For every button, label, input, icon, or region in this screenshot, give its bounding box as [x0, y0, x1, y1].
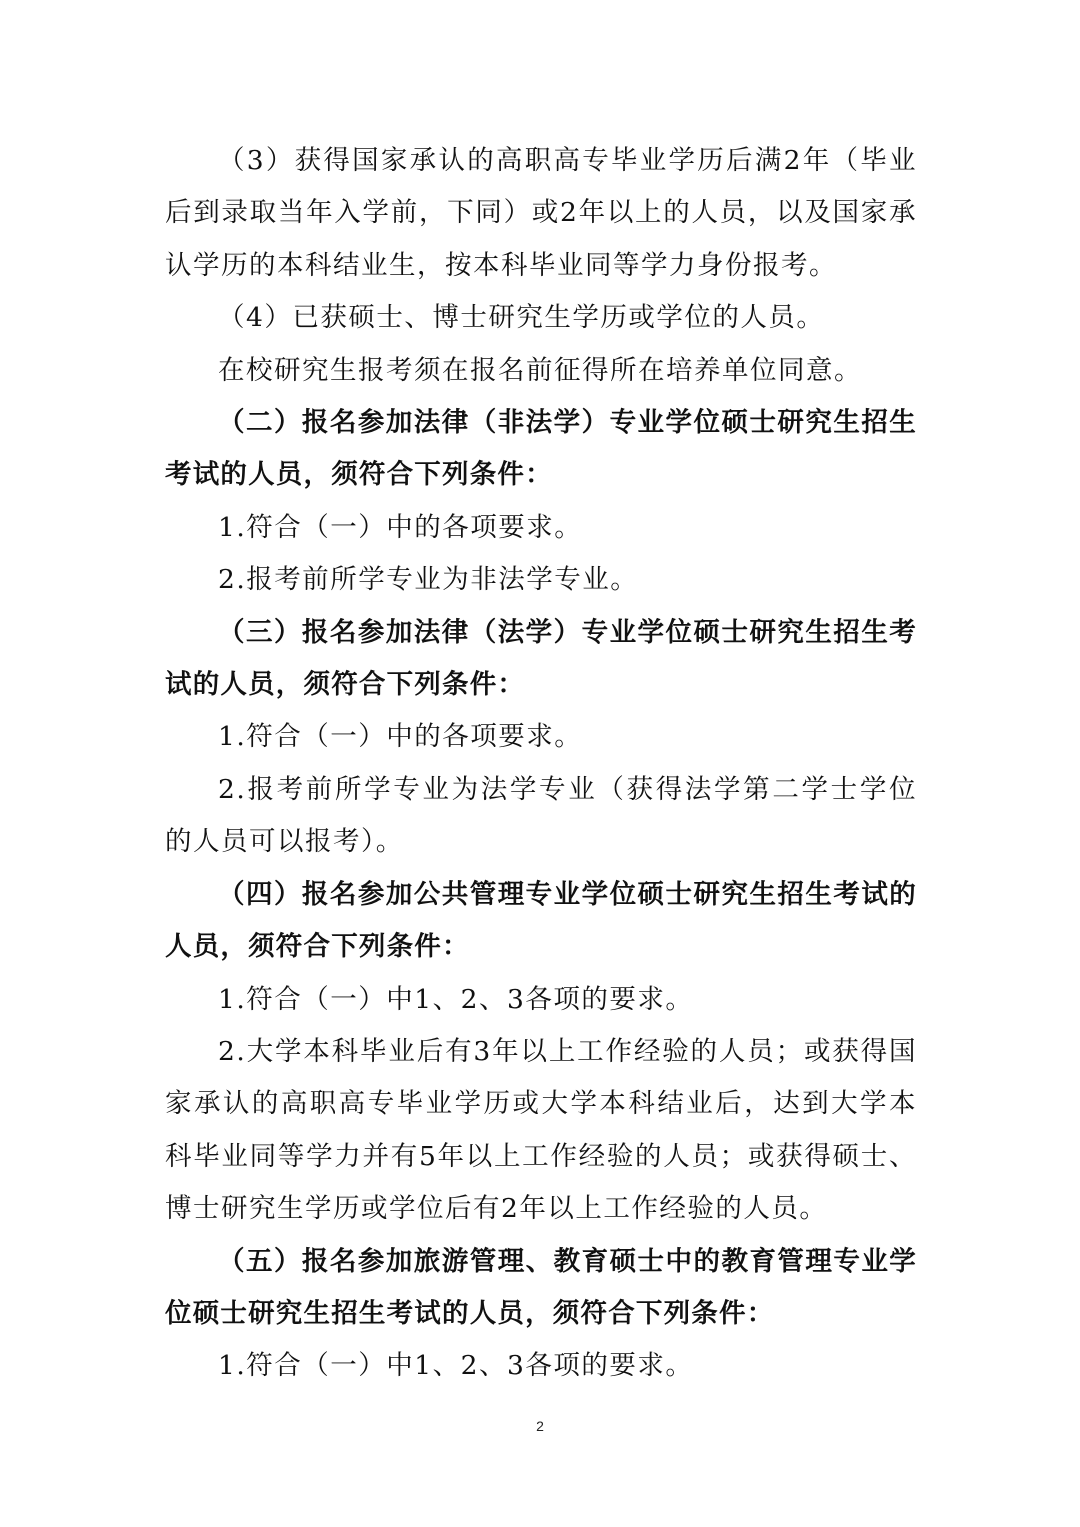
- section-heading-law-law: （三）报名参加法律（法学）专业学位硕士研究生招生考试的人员，须符合下列条件：: [165, 616, 917, 701]
- paragraph-tourism-education-req-1: 1.符合（一）中1、2、3各项的要求。: [218, 1350, 694, 1382]
- paragraph-item-4-degree-holders: （4）已获硕士、博士研究生学历或学位的人员。: [218, 302, 825, 334]
- paragraph-law-non-law-req-1: 1.符合（一）中的各项要求。: [218, 511, 583, 543]
- paragraph-law-law-req-1: 1.符合（一）中的各项要求。: [218, 721, 583, 753]
- page-number: 2: [536, 1418, 544, 1434]
- section-heading-tourism-education: （五）报名参加旅游管理、教育硕士中的教育管理专业学位硕士研究生招生考试的人员，须符合下列条件：: [165, 1245, 917, 1329]
- paragraph-enrolled-students-note: 在校研究生报考须在报名前征得所在培养单位同意。: [218, 354, 862, 386]
- paragraph-law-law-req-2: 2.报考前所学专业为法学专业（获得法学第二学士学位的人员可以报考）。: [165, 773, 917, 858]
- paragraph-public-admin-req-2: 2.大学本科毕业后有3年以上工作经验的人员；或获得国家承认的高职高专毕业学历或大学本科结业后，达到大学本科毕业同等学力并有5年以上工作经验的人员；或获得硕士、博士研究生学历或学位后有2年以上工作经验的人员。: [165, 1035, 917, 1225]
- section-heading-law-non-law: （二）报名参加法律（非法学）专业学位硕士研究生招生考试的人员，须符合下列条件：: [165, 407, 917, 491]
- section-heading-public-admin: （四）报名参加公共管理专业学位硕士研究生招生考试的人员，须符合下列条件：: [165, 878, 917, 963]
- paragraph-item-3-graduates: （3）获得国家承认的高职高专毕业学历后满2年（毕业后到录取当年入学前，下同）或2年以上的人员，以及国家承认学历的本科结业生，按本科毕业同等学力身份报考。: [165, 145, 917, 281]
- document-body: [165, 135, 917, 1393]
- paragraph-law-non-law-req-2: 2.报考前所学专业为非法学专业。: [218, 564, 639, 596]
- paragraph-public-admin-req-1: 1.符合（一）中1、2、3各项的要求。: [218, 983, 694, 1015]
